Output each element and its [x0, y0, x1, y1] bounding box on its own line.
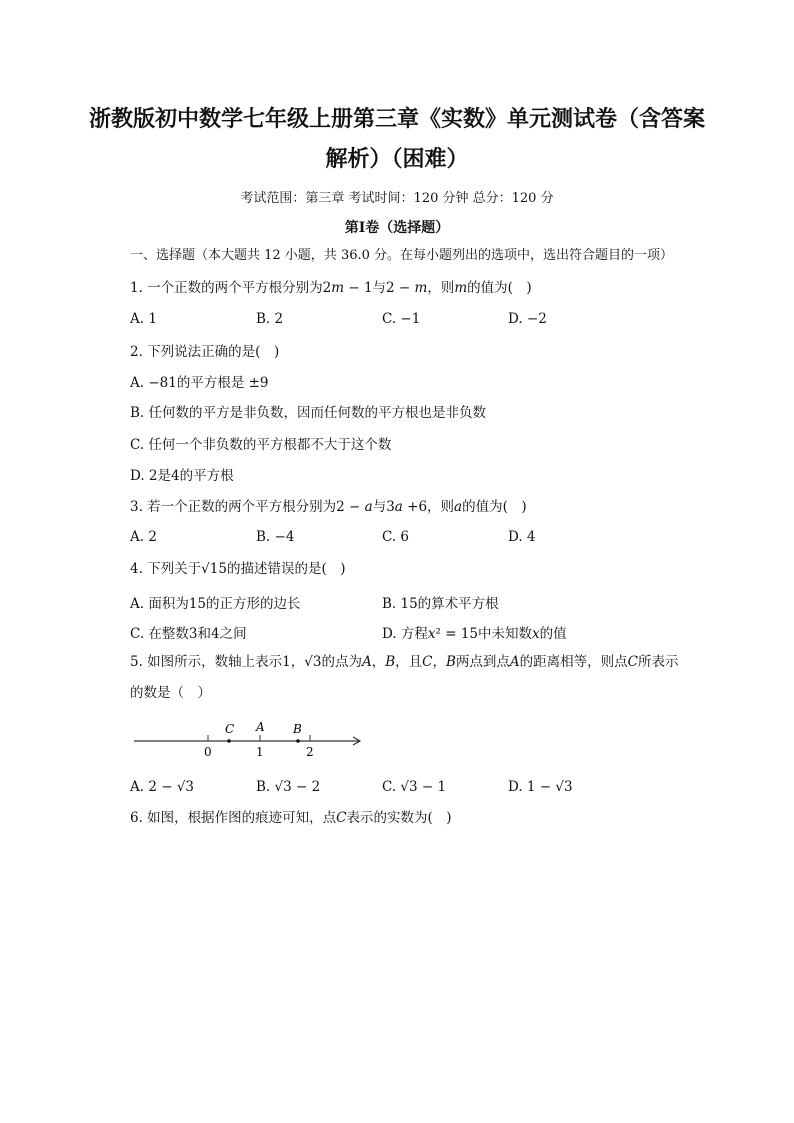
tick-label-1: 1 — [256, 745, 264, 759]
question-5: 5. 如图所示，数轴上表示1，√3的点为𝐴，𝐵，且𝐶，𝐵两点到点𝐴的距离相等，则点𝐶所表示 — [130, 654, 679, 670]
tick-label-2: 2 — [306, 745, 314, 759]
tick-label-0: 0 — [204, 745, 212, 759]
q4-option-a: A. 面积为15的正方形的边长 — [130, 596, 301, 612]
point-label-c: C — [225, 722, 235, 736]
q4-option-b: B. 15的算术平方根 — [382, 596, 499, 612]
question-5-cont: 的数是（ ） — [130, 685, 211, 701]
section-heading: 一、选择题（本大题共 12 小题，共 36.0 分。在每小题列出的选项中，选出符合题目的一项） — [130, 248, 674, 263]
q2-option-b: B. 任何数的平方是非负数，因而任何数的平方根也是非负数 — [130, 405, 487, 421]
q2-option-c: C. 任何一个非负数的平方根都不大于这个数 — [130, 437, 392, 453]
q1-option-c: C. −1 — [382, 311, 421, 327]
title-line-1: 浙教版初中数学七年级上册第三章《实数》单元测试卷（含答案 — [88, 106, 705, 132]
q5-option-a: A. 2 − √3 — [130, 779, 195, 795]
q4-option-c: C. 在整数3和4之间 — [130, 626, 247, 642]
number-line-figure — [120, 715, 380, 765]
q3-option-c: C. 6 — [382, 529, 410, 545]
q3-option-b: B. −4 — [256, 529, 295, 545]
q4-option-d: D. 方程𝑥² = 15中未知数𝑥的值 — [382, 626, 567, 642]
exam-info: 考试范围：第三章 考试时间：120 分钟 总分：120 分 — [240, 191, 554, 206]
point-b — [296, 739, 300, 743]
q1-option-b: B. 2 — [256, 311, 284, 327]
question-4: 4. 下列关于√15的描述错误的是( ) — [130, 561, 346, 577]
q2-option-a: A. −81的平方根是 ±9 — [130, 375, 269, 391]
q5-option-c: C. √3 − 1 — [382, 779, 447, 795]
point-c — [227, 739, 231, 743]
question-3: 3. 若一个正数的两个平方根分别为2 − 𝑎与3𝑎 +6，则𝑎的值为( ) — [130, 499, 527, 515]
q5-option-d: D. 1 − √3 — [508, 779, 573, 795]
question-6: 6. 如图，根据作图的痕迹可知，点𝐶表示的实数为( ) — [130, 810, 452, 826]
question-2: 2. 下列说法正确的是( ) — [130, 344, 280, 360]
point-label-a: A — [256, 720, 265, 734]
title-line-2: 解析）（困难） — [325, 146, 469, 172]
volume-heading: 第Ⅰ卷（选择题） — [344, 220, 450, 236]
q3-option-d: D. 4 — [508, 529, 536, 545]
q1-option-a: A. 1 — [130, 311, 157, 327]
point-label-b: B — [293, 722, 302, 736]
q3-option-a: A. 2 — [130, 529, 157, 545]
q2-option-d: D. 2是4的平方根 — [130, 468, 234, 484]
question-1: 1. 一个正数的两个平方根分别为2𝑚 − 1与2 − 𝑚，则𝑚的值为( ) — [130, 280, 532, 296]
q1-option-d: D. −2 — [508, 311, 547, 327]
q5-option-b: B. √3 − 2 — [256, 779, 321, 795]
